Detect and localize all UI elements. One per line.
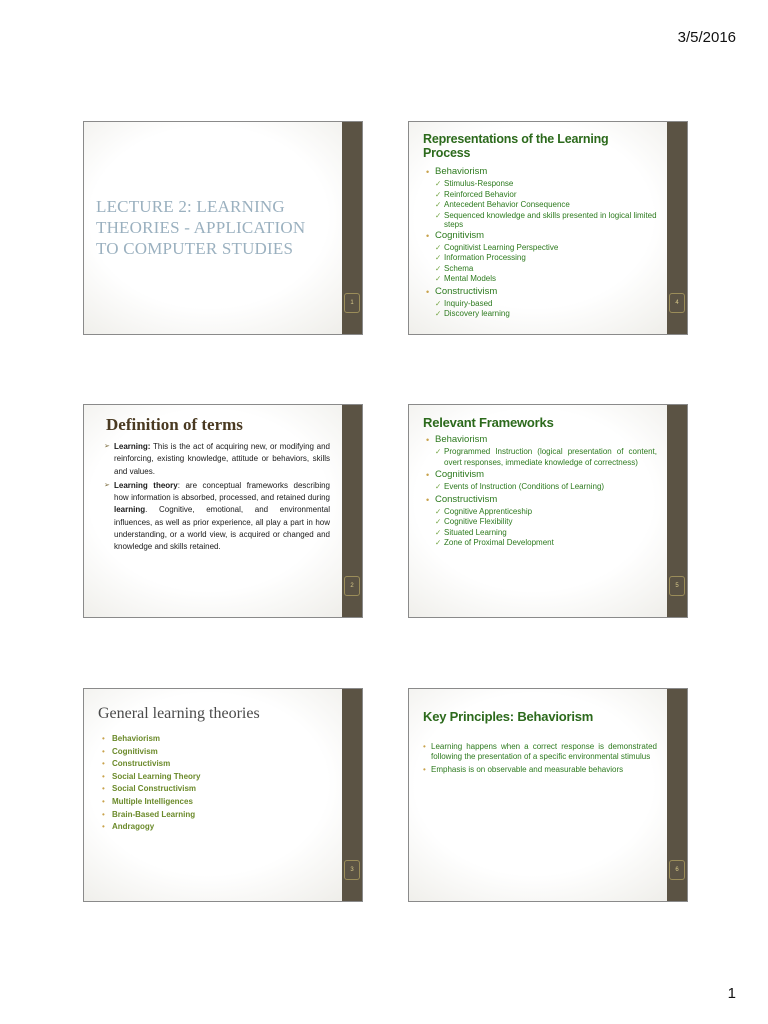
list-item: • Social Constructivism — [102, 783, 332, 796]
list-subitem: ✓ Stimulus-Response — [435, 179, 657, 190]
list-item: • Emphasis is on observable and measurable behaviors — [423, 765, 657, 775]
slide-2-title: Definition of terms — [106, 415, 243, 434]
list-item: • Brain-Based Learning — [102, 809, 332, 822]
list-subitem: ✓ Cognitivist Learning Perspective — [435, 243, 657, 254]
list-subitem: ✓ Mental Models — [435, 274, 657, 285]
list-subitem: ✓ Programmed Instruction (logical presentation of content, overt responses, immediate knowledge of correctness) — [435, 447, 657, 468]
list-item: • Multiple Intelligences — [102, 796, 332, 809]
slide-6-title: Key Principles: Behaviorism — [423, 709, 594, 724]
list-item: • Cognitivism — [102, 746, 332, 759]
list-subitem: ✓ Cognitive Flexibility — [435, 517, 657, 528]
slide-number: 5 — [669, 576, 685, 596]
slide-1 — [83, 121, 363, 335]
slide-4 — [408, 121, 688, 335]
slide-number: 1 — [344, 293, 360, 313]
list-subitem: ✓ Sequenced knowledge and skills presented in logical limited steps — [435, 211, 657, 229]
page-date: 3/5/2016 — [677, 29, 736, 46]
list-item: • Andragogy — [102, 821, 332, 834]
slide-1-title: LECTURE 2: LEARNING THEORIES - APPLICATION TO COMPUTER STUDIES — [96, 197, 306, 258]
list-item: • Cognitivism ✓ Events of Instruction (Conditions of Learning) — [423, 469, 657, 493]
list-item: • Constructivism — [102, 758, 332, 771]
slide-5-title: Relevant Frameworks — [423, 415, 554, 430]
list-subitem: ✓ Discovery learning — [435, 309, 657, 320]
list-item: ➢ Learning theory: are conceptual frameworks describing how information is absorbed, processed, and retained during learning. Cognitive, emotional, and environmental influences, as well as prior experience, all play a part in how understanding, or a world view, is acquired or changed and knowledge and skills retained. — [106, 480, 330, 554]
list-item: • Cognitivism ✓ Cognitivist Learning Perspective ✓ Information Processing ✓ Schema ✓ Mental Models — [423, 230, 657, 285]
list-subitem: ✓ Zone of Proximal Development — [435, 538, 657, 549]
slide-2-list — [106, 441, 330, 554]
slide-4-title: Representations of the Learning Process — [423, 132, 609, 160]
slide-5-list — [423, 434, 657, 549]
list-item: • Behaviorism ✓ Programmed Instruction (logical presentation of content, overt responses, immediate knowledge of correctness) — [423, 434, 657, 468]
list-item: • Constructivism ✓ Inquiry-based ✓ Discovery learning — [423, 286, 657, 320]
slide-3-title: General learning theories — [98, 705, 260, 722]
slide-number: 3 — [344, 860, 360, 880]
page-number: 1 — [727, 985, 736, 1002]
list-item: • Learning happens when a correct response is demonstrated following the presentation of a specific environmental stimulus — [423, 742, 657, 762]
list-item: ➢ Learning: This is the act of acquiring new, or modifying and reinforcing, existing knowledge, attitude or behaviors, skills and values. — [106, 441, 330, 478]
list-subitem: ✓ Reinforced Behavior — [435, 190, 657, 201]
list-item: • Behaviorism ✓ Stimulus-Response ✓ Reinforced Behavior ✓ Antecedent Behavior Consequence ✓ Sequenced knowledge and skills presented in logical limited steps — [423, 166, 657, 229]
list-subitem: ✓ Antecedent Behavior Consequence — [435, 200, 657, 211]
list-item: • Social Learning Theory — [102, 771, 332, 784]
slide-3-list — [102, 733, 332, 834]
list-subitem: ✓ Schema — [435, 264, 657, 275]
slide-5 — [408, 404, 688, 618]
slide-2 — [83, 404, 363, 618]
slide-number: 6 — [669, 860, 685, 880]
list-subitem: ✓ Cognitive Apprenticeship — [435, 507, 657, 518]
list-subitem: ✓ Inquiry-based — [435, 299, 657, 310]
slide-6-list — [423, 742, 657, 776]
slide-6 — [408, 688, 688, 902]
list-subitem: ✓ Situated Learning — [435, 528, 657, 539]
slide-number: 4 — [669, 293, 685, 313]
list-subitem: ✓ Events of Instruction (Conditions of Learning) — [435, 482, 657, 493]
slide-3 — [83, 688, 363, 902]
list-item: • Behaviorism — [102, 733, 332, 746]
list-item: • Constructivism ✓ Cognitive Apprenticeship ✓ Cognitive Flexibility ✓ Situated Learning ✓ Zone of Proximal Development — [423, 494, 657, 549]
slide-number: 2 — [344, 576, 360, 596]
list-subitem: ✓ Information Processing — [435, 253, 657, 264]
slide-4-list — [423, 166, 657, 320]
